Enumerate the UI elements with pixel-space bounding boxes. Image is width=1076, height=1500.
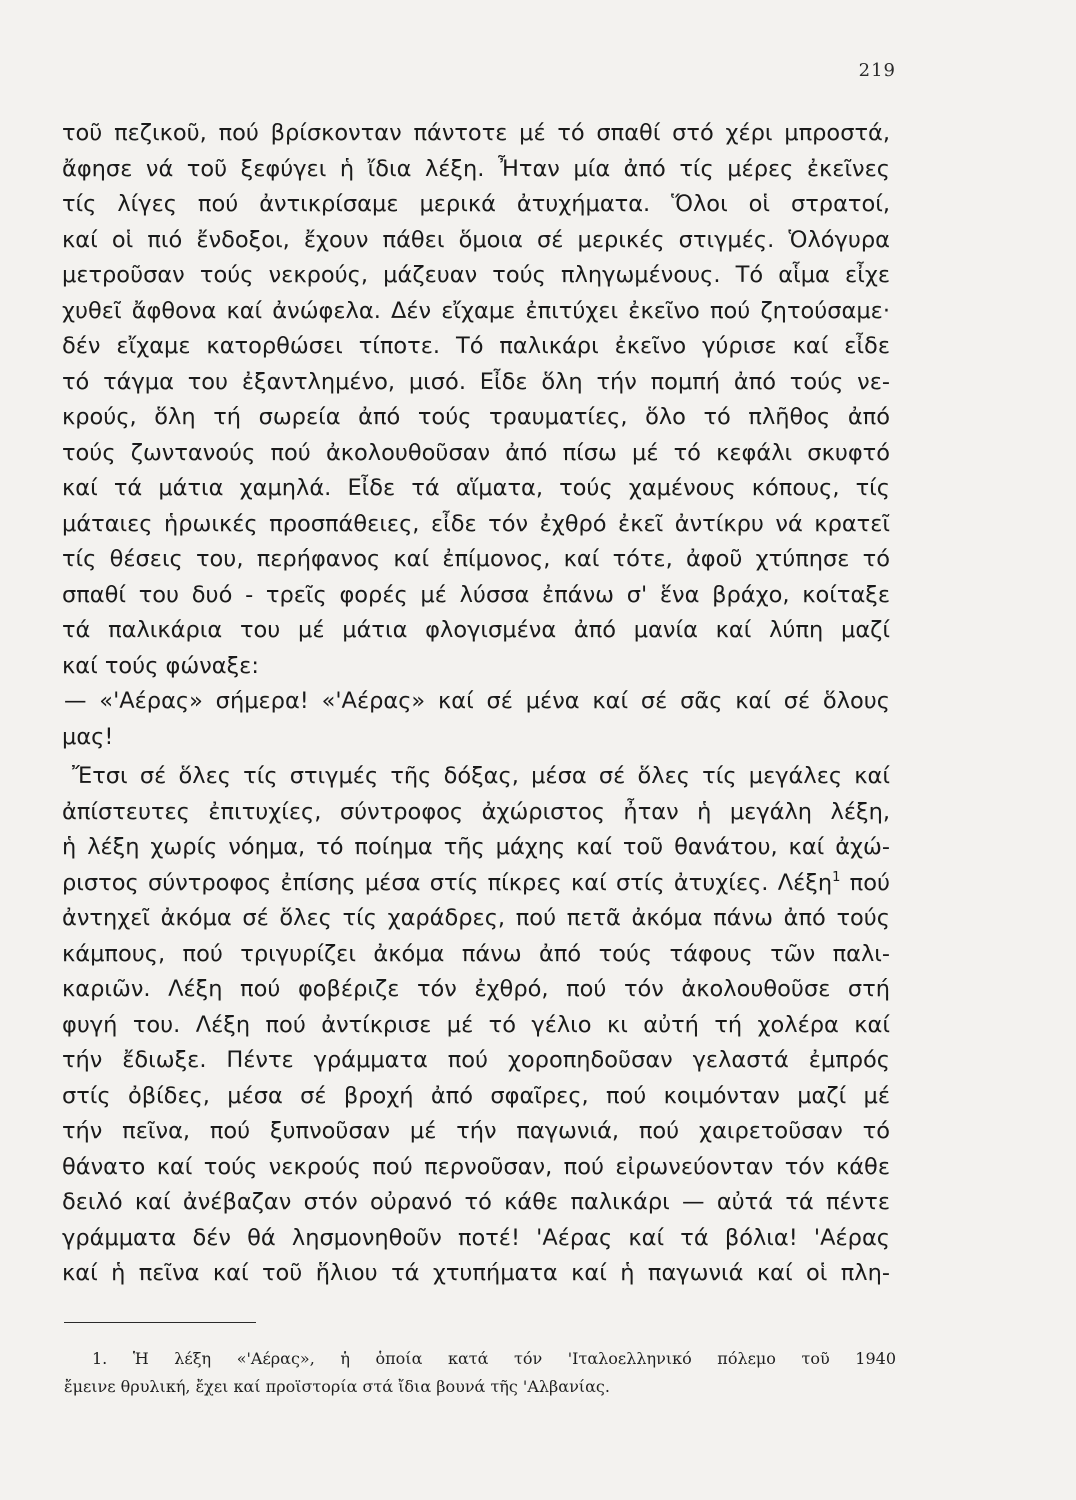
text-line: τό τάγμα του ἐξαντλημένο, μισό. Εἶδε ὅλη τήν πομπή ἀπό τούς νε- — [62, 368, 890, 395]
text-line: τήν πεῖνα, πού ξυπνοῦσαν μέ τήν παγωνιά, πού χαιρετοῦσαν τό — [62, 1118, 890, 1144]
text-line: ἡ λέξη χωρίς νόημα, τό ποίημα τῆς μάχης καί τοῦ θανάτου, καί ἀχώ- — [62, 834, 890, 860]
footnote-divider — [64, 1322, 256, 1323]
text-line: σπαθί του δυό - τρεῖς φορές μέ λύσσα ἐπάνω σ' ἕνα βράχο, κοίταξε — [62, 581, 890, 608]
text-line: μας! — [62, 723, 114, 750]
text-line: τά παλικάρια του μέ μάτια φλογισμένα ἀπό μανία καί λύπη μαζί — [62, 617, 890, 643]
text-line: κάμπους, πού τριγυρίζει ἀκόμα πάνω ἀπό τούς τάφους τῶν παλι- — [62, 940, 890, 967]
text-line-with-footnote — [62, 866, 890, 902]
text-line: τοῦ πεζικοῦ, πού βρίσκονταν πάντοτε μέ τό σπαθί στό χέρι μπροστά, — [62, 120, 890, 146]
text-line: χυθεῖ ἄφθονα καί ἀνώφελα. Δέν εἴχαμε ἐπιτύχει ἐκεῖνο πού ζητούσαμε· — [62, 297, 890, 324]
text-line: καριῶν. Λέξη πού φοβέριζε τόν ἐχθρό, πού τόν ἀκολουθοῦσε στή — [62, 976, 890, 1002]
text-line: θάνατο καί τούς νεκρούς πού περνοῦσαν, πού εἰρωνεύονταν τόν κάθε — [62, 1153, 890, 1180]
text-line: καί τούς φώναξε: — [62, 652, 259, 679]
page-number: 219 — [858, 60, 896, 81]
footnote-reference: 1 — [832, 869, 841, 885]
footnote-line: ἔμεινε θρυλική, ἔχει καί προϊστορία στά ἴδια βουνά τῆς 'Αλβανίας. — [64, 1377, 610, 1396]
text-line: τήν ἔδιωξε. Πέντε γράμματα πού χοροπηδοῦσαν γελαστά ἐμπρός — [62, 1047, 890, 1073]
text-line: κρούς, ὅλη τή σωρεία ἀπό τούς τραυματίες, ὅλο τό πλῆθος ἀπό — [62, 404, 890, 430]
text-line: δέν εἴχαμε κατορθώσει τίποτε. Τό παλικάρι ἐκεῖνο γύρισε καί εἶδε — [62, 333, 890, 359]
dialog-line: — «'Αέρας» σήμερα! «'Αέρας» καί σέ μένα καί σέ σᾶς καί σέ ὅλους — [64, 688, 890, 714]
text-line: καί τά μάτια χαμηλά. Εἶδε τά αἵματα, τούς χαμένους κόπους, τίς — [62, 475, 890, 501]
paragraph-first-line: Ἔτσι σέ ὅλες τίς στιγμές τῆς δόξας, μέσα σέ ὅλες τίς μεγάλες καί — [72, 763, 890, 789]
body-text — [62, 116, 890, 1292]
text-line: καί οἱ πιό ἔνδοξοι, ἔχουν πάθει ὅμοια σέ μερικές στιγμές. Ὁλόγυρα — [62, 226, 890, 253]
text-line: γράμματα δέν θά λησμονηθοῦν ποτέ! 'Αέρας καί τά βόλια! 'Αέρας — [62, 1224, 890, 1251]
text-line: ἀντηχεῖ ἀκόμα σέ ὅλες τίς χαράδρες, πού πετᾶ ἀκόμα πάνω ἀπό τούς — [62, 905, 890, 931]
footnote — [64, 1345, 896, 1401]
text-segment: πού — [849, 869, 891, 896]
text-line: τούς ζωντανούς πού ἀκολουθοῦσαν ἀπό πίσω μέ τό κεφάλι σκυφτό — [62, 439, 890, 466]
text-line: στίς ὀβίδες, μέσα σέ βροχή ἀπό σφαῖρες, πού κοιμόνταν μαζί μέ — [62, 1082, 890, 1109]
text-line: δειλό καί ἀνέβαζαν στόν οὐρανό τό κάθε παλικάρι — αὐτά τά πέντε — [62, 1189, 890, 1215]
text-line: τίς λίγες πού ἀντικρίσαμε μερικά ἀτυχήματα. Ὅλοι οἱ στρατοί, — [62, 191, 890, 217]
text-line: τίς θέσεις του, περήφανος καί ἐπίμονος, καί τότε, ἀφοῦ χτύπησε τό — [62, 546, 890, 572]
footnote-line: 1. Ἡ λέξη «'Αέρας», ἡ ὁποία κατά τόν 'Ιταλοελληνικό πόλεμο τοῦ 1940 — [92, 1349, 896, 1368]
text-line: καί ἡ πεῖνα καί τοῦ ἥλιου τά χτυπήματα καί ἡ παγωνιά καί οἱ πλη- — [62, 1260, 890, 1286]
text-line: μετροῦσαν τούς νεκρούς, μάζευαν τούς πληγωμένους. Τό αἷμα εἶχε — [62, 262, 890, 288]
text-line: φυγή του. Λέξη πού ἀντίκρισε μέ τό γέλιο κι αὐτή τή χολέρα καί — [62, 1011, 890, 1038]
text-line: ἀπίστευτες ἐπιτυχίες, σύντροφος ἀχώριστος ἦταν ἡ μεγάλη λέξη, — [62, 798, 890, 825]
text-line: ἄφησε νά τοῦ ξεφύγει ἡ ἴδια λέξη. Ἦταν μία ἀπό τίς μέρες ἐκεῖνες — [62, 155, 890, 182]
text-segment: ριστος σύντροφος ἐπίσης μέσα στίς πίκρες καί στίς ἀτυχίες. Λέξη — [62, 869, 833, 896]
text-line: μάταιες ἡρωικές προσπάθειες, εἶδε τόν ἐχθρό ἐκεῖ ἀντίκρυ νά κρατεῖ — [62, 510, 890, 537]
